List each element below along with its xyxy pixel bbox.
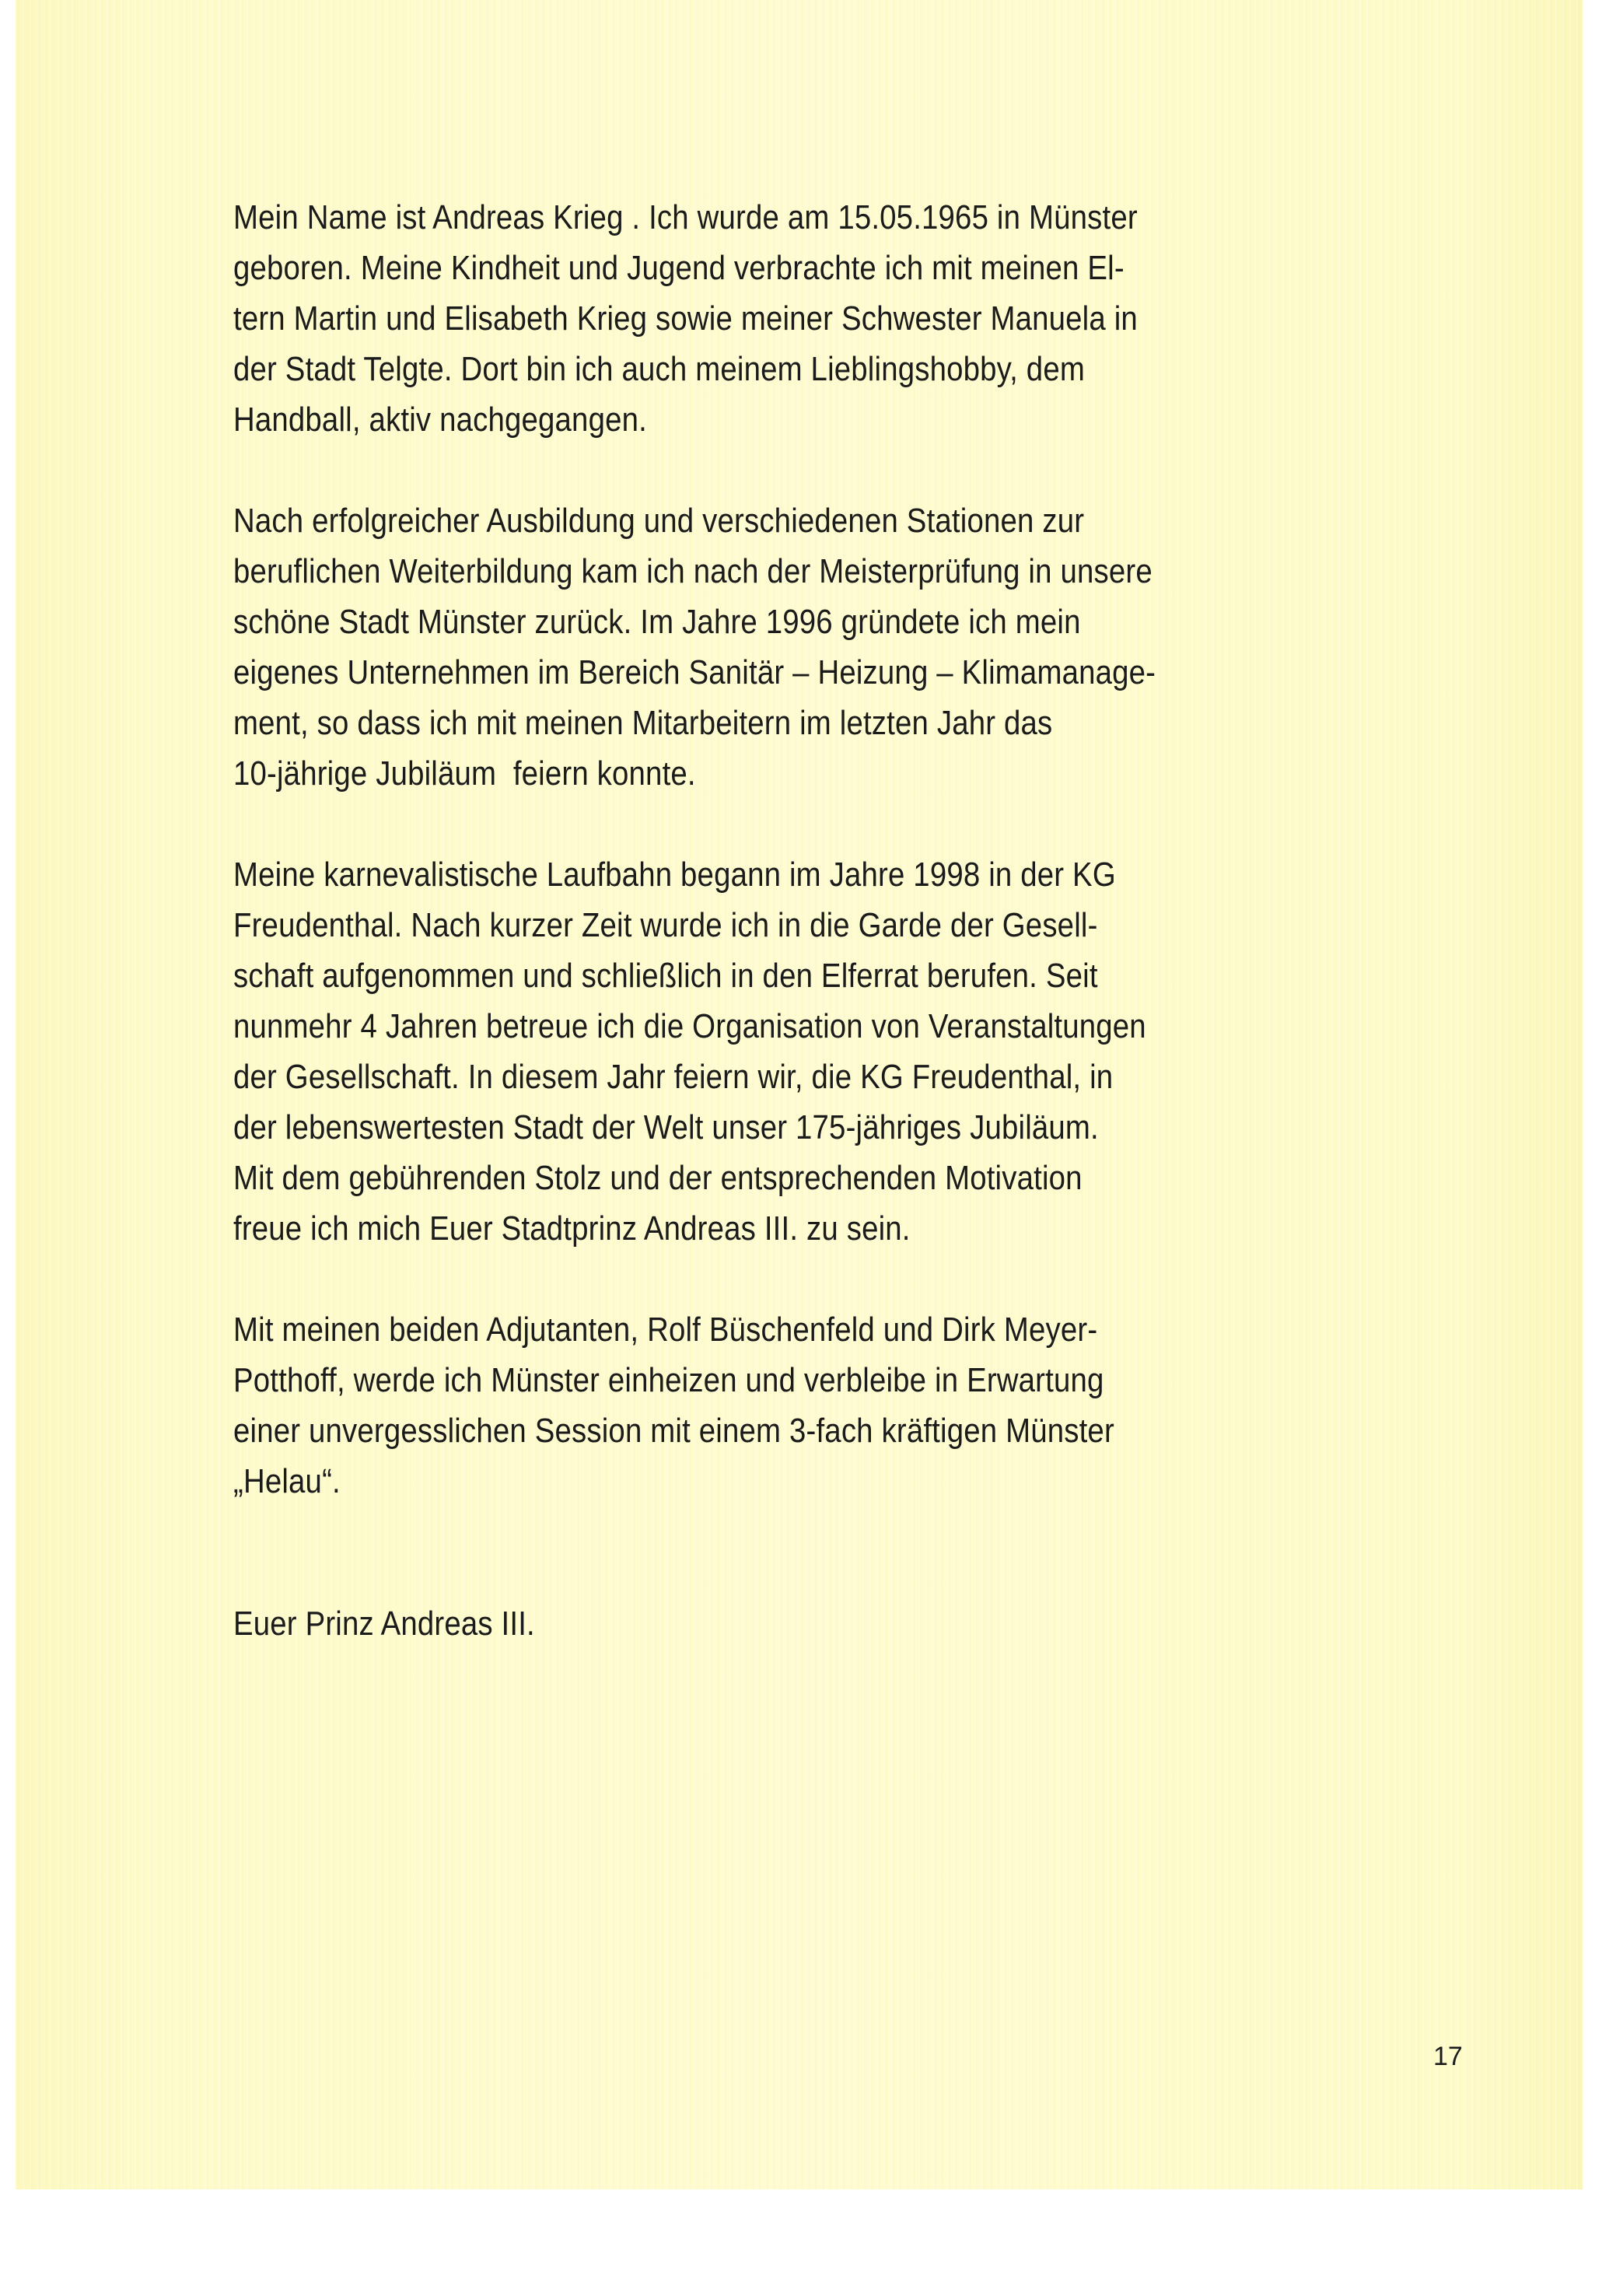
text-line: der Stadt Telgte. Dort bin ich auch meinem Lieblingshobby, dem (233, 350, 1085, 388)
text-line: schaft aufgenommen und schließlich in den Elferrat berufen. Seit (233, 957, 1098, 995)
text-line: 10-jährige Jubiläum feiern konnte. (233, 754, 696, 793)
signature: Euer Prinz Andreas III. (233, 1605, 535, 1643)
text-line: nunmehr 4 Jahren betreue ich die Organisation von Veranstaltungen (233, 1007, 1146, 1045)
text-line: Nach erfolgreicher Ausbildung und verschiedenen Stationen zur (233, 502, 1085, 540)
text-line: „Helau“. (233, 1462, 341, 1500)
text-line: tern Martin und Elisabeth Krieg sowie meiner Schwester Manuela in (233, 299, 1138, 338)
text-line: ment, so dass ich mit meinen Mitarbeitern im letzten Jahr das (233, 704, 1053, 742)
text-line: Mit dem gebührenden Stolz und der entsprechenden Motivation (233, 1159, 1083, 1197)
page-number: 17 (1433, 2042, 1463, 2071)
text-line: einer unvergesslichen Session mit einem 3-fach kräftigen Münster (233, 1412, 1114, 1450)
text-line: eigenes Unternehmen im Bereich Sanitär – Heizung – Klimamanage- (233, 653, 1156, 691)
text-line: Mein Name ist Andreas Krieg . Ich wurde am 15.05.1965 in Münster (233, 198, 1138, 236)
text-line: Freudenthal. Nach kurzer Zeit wurde ich in die Garde der Gesell- (233, 906, 1098, 944)
paper-page (16, 0, 1583, 2189)
text-line: Handball, aktiv nachgegangen. (233, 401, 647, 439)
text-line: Mit meinen beiden Adjutanten, Rolf Büschenfeld und Dirk Meyer- (233, 1311, 1098, 1349)
text-line: Potthoff, werde ich Münster einheizen und verbleibe in Erwartung (233, 1361, 1104, 1399)
text-line: Meine karnevalistische Laufbahn begann im Jahre 1998 in der KG (233, 856, 1116, 894)
text-line: beruflichen Weiterbildung kam ich nach der Meisterprüfung in unsere (233, 552, 1153, 590)
text-line: geboren. Meine Kindheit und Jugend verbrachte ich mit meinen El- (233, 249, 1125, 287)
text-line: der Gesellschaft. In diesem Jahr feiern wir, die KG Freudenthal, in (233, 1058, 1114, 1096)
text-line: der lebenswertesten Stadt der Welt unser 175-jähriges Jubiläum. (233, 1108, 1099, 1146)
text-line: schöne Stadt Münster zurück. Im Jahre 1996 gründete ich mein (233, 603, 1081, 641)
text-line: freue ich mich Euer Stadtprinz Andreas III. zu sein. (233, 1209, 911, 1248)
